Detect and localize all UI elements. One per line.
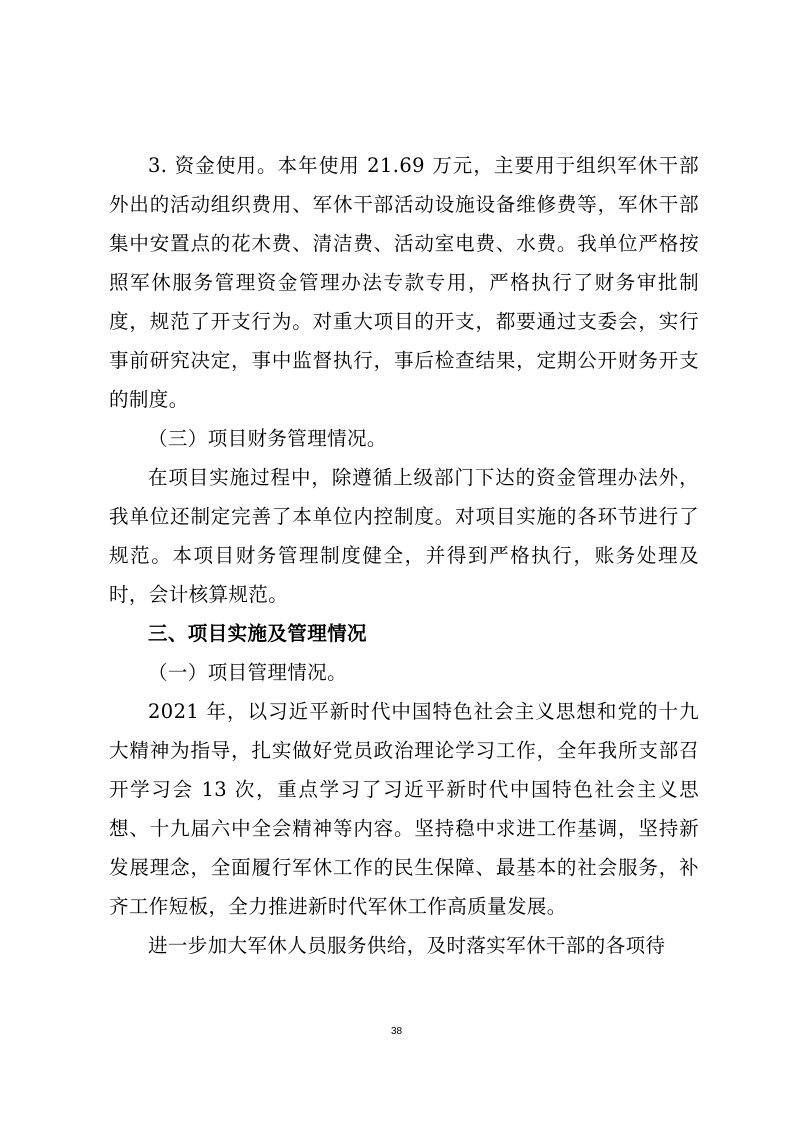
document-body [109,146,699,965]
subheading-project-finance-management: （三）项目财务管理情况。 [148,427,387,450]
paragraph-service-supply: 进一步加大军休人员服务供给，及时落实军休干部的各项待 [148,934,666,957]
subheading-project-management: （一）项目管理情况。 [148,661,348,684]
paragraph-study-work: 2021 年，以习近平新时代中国特色社会主义思想和党的十九大精神为指导，扎实做好党员政治理论学习工作，全年我所支部召开学习会 13 次，重点学习了习近平新时代中国特色社会主义思想、十九届六中全会精神等内容。坚持稳中求进工作基调，坚持新发展理念，全面履行军休工作的民生保障、最基本的社会服务，补齐工作短板，全力推进新时代军休工作高质量发展。 [109,700,699,918]
paragraph-fund-usage: 3. 资金使用。本年使用 21.69 万元，主要用于组织军休干部外出的活动组织费用、军休干部活动设施设备维修费等，军休干部集中安置点的花木费、清洁费、活动室电费、水费。我单位严格按照军休服务管理资金管理办法专款专用，严格执行了财务审批制度，规范了开支行为。对重大项目的开支，都要通过支委会，实行事前研究决定，事中监督执行，事后检查结果，定期公开财务开支的制度。 [109,154,699,411]
section-heading-implementation: 三、项目实施及管理情况 [148,622,367,645]
paragraph-internal-control: 在项目实施过程中，除遵循上级部门下达的资金管理办法外，我单位还制定完善了本单位内控制度。对项目实施的各环节进行了规范。本项目财务管理制度健全，并得到严格执行，账务处理及时，会计核算规范。 [109,466,699,606]
page-number: 38 [390,1026,403,1037]
